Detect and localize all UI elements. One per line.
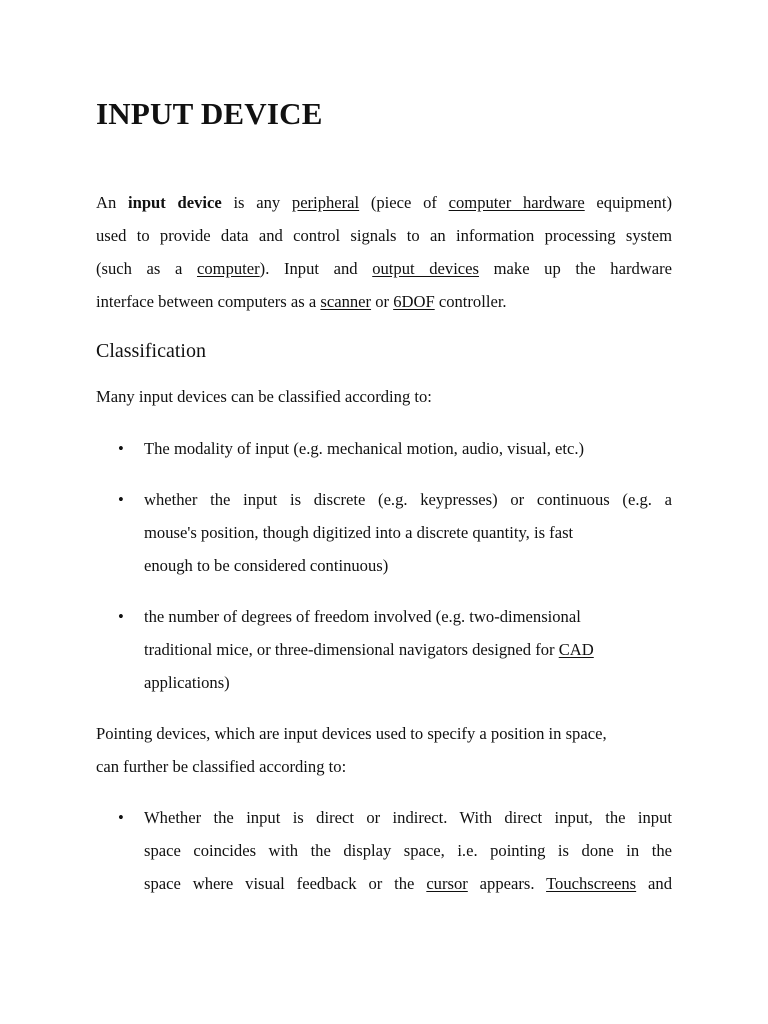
link-cursor[interactable]: cursor	[426, 874, 468, 893]
list-item-text	[144, 483, 672, 582]
intro-text: An	[96, 193, 128, 212]
intro-line-2: used to provide data and control signals to an information processing system	[96, 226, 672, 245]
intro-text: controller.	[434, 292, 507, 311]
link-scanner[interactable]: scanner	[320, 292, 372, 311]
intro-text: is any	[221, 193, 292, 212]
list-item-line: applications)	[144, 673, 230, 692]
link-touchscreens[interactable]: Touchscreens	[546, 874, 637, 893]
link-computer-hardware[interactable]: computer hardware	[448, 193, 585, 212]
bullet-glyph: •	[118, 808, 124, 827]
list-item-text-run: traditional mice, or three-dimensional navigators designed for	[144, 640, 559, 659]
list-item-line	[144, 867, 672, 900]
bullet-glyph: •	[118, 490, 124, 509]
list-item-line	[144, 633, 672, 666]
list-item-line: The modality of input (e.g. mechanical motion, audio, visual, etc.)	[144, 439, 585, 458]
intro-line-4	[96, 285, 672, 318]
link-computer[interactable]: computer	[197, 259, 260, 278]
link-6dof[interactable]: 6DOF	[393, 292, 435, 311]
intro-paragraph	[96, 186, 672, 318]
link-output-devices[interactable]: output devices	[372, 259, 479, 278]
list-item-text-run: space where visual feedback or the	[144, 874, 427, 893]
link-cad[interactable]: CAD	[558, 640, 594, 659]
pointing-line-1: Pointing devices, which are input devices used to specify a position in space,	[96, 724, 607, 743]
pointing-paragraph	[96, 717, 672, 783]
intro-text: or	[371, 292, 394, 311]
list-item-text	[144, 432, 672, 465]
list-item-line: whether the input is discrete (e.g. keypresses) or continuous (e.g. a	[144, 490, 672, 509]
intro-text: equipment)	[584, 193, 672, 212]
intro-text: ). Input and	[259, 259, 373, 278]
list-item-text-run: and	[636, 874, 672, 893]
intro-line-3	[96, 252, 672, 285]
list-item-text-run: appears.	[467, 874, 547, 893]
page-title: INPUT DEVICE	[96, 96, 323, 131]
bullet-glyph: •	[118, 607, 124, 626]
list-item-line: mouse's position, though digitized into a discrete quantity, is fast	[144, 523, 574, 542]
intro-text: (piece of	[359, 193, 449, 212]
classification-intro: Many input devices can be classified according to:	[96, 387, 432, 406]
intro-bold-term: input device	[127, 193, 222, 212]
list-item-line: space coincides with the display space, i.e. pointing is done in the	[144, 841, 672, 860]
link-peripheral[interactable]: peripheral	[291, 193, 360, 212]
list-item-line: enough to be considered continuous)	[144, 556, 389, 575]
pointing-line-2: can further be classified according to:	[96, 757, 347, 776]
section-heading-classification: Classification	[96, 340, 206, 362]
list-item-line: Whether the input is direct or indirect. With direct input, the input	[144, 808, 672, 827]
intro-line-1	[96, 186, 672, 219]
list-item-line: the number of degrees of freedom involved (e.g. two-dimensional	[144, 607, 581, 626]
intro-text: make up the hardware	[479, 259, 673, 278]
intro-text: (such as a	[96, 259, 197, 278]
bullet-glyph: •	[118, 439, 124, 458]
list-item-text	[144, 600, 672, 699]
intro-text: interface between computers as a	[96, 292, 321, 311]
list-item-text	[144, 801, 672, 900]
